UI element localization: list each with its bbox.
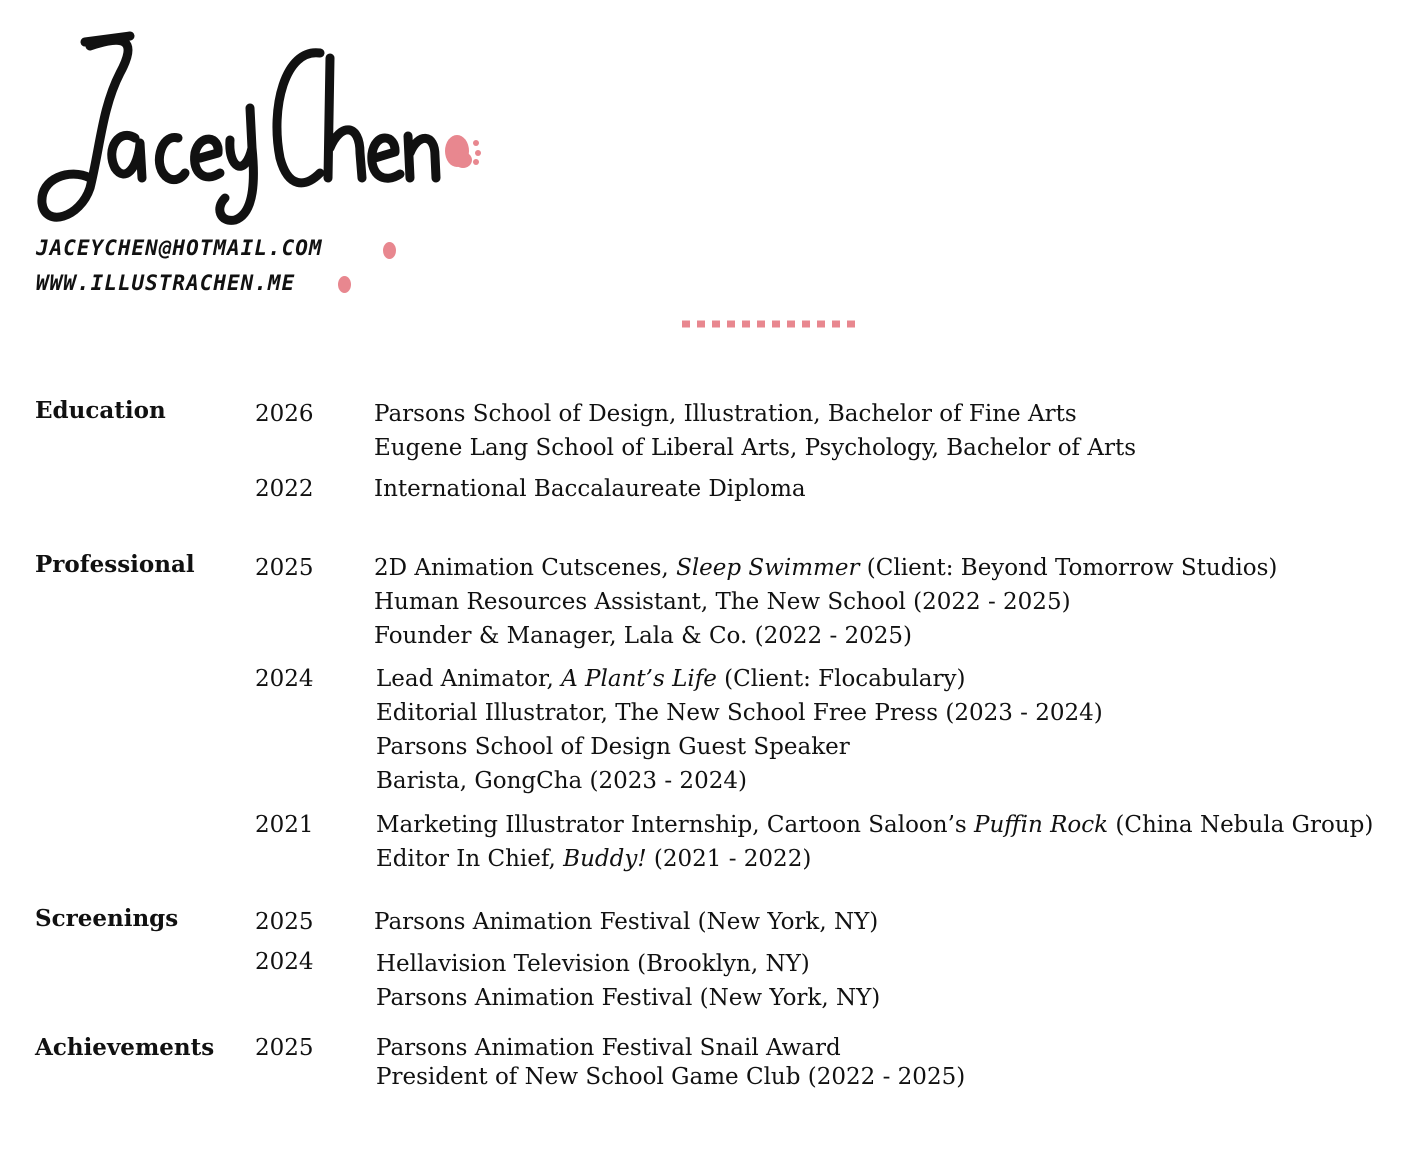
list-item: 2D Animation Cutscenes, Sleep Swimmer (Client: Beyond Tomorrow Studios) (374, 555, 1278, 581)
logo-letter-a (112, 135, 142, 178)
list-item: Barista, GongCha (2023 - 2024) (376, 768, 747, 794)
section-heading-achievements: Achievements (35, 1034, 215, 1061)
logo-letter-c-capital (277, 53, 320, 183)
year-label: 2025 (255, 1035, 314, 1061)
logo-letter-h (328, 58, 362, 178)
logo-letter-e2 (372, 138, 400, 178)
list-item: Parsons School of Design, Illustration, Bachelor of Fine Arts (374, 401, 1077, 427)
section-heading-education: Education (35, 397, 166, 424)
list-item: Editorial Illustrator, The New School Free Press (2023 - 2024) (376, 700, 1103, 726)
contact-website[interactable]: WWW.ILLUSTRACHEN.ME (36, 271, 296, 295)
list-item: Human Resources Assistant, The New School (2022 - 2025) (374, 589, 1071, 615)
year-label: 2022 (255, 476, 314, 502)
name-logo (30, 28, 490, 233)
list-item: Founder & Manager, Lala & Co. (2022 - 2025) (374, 623, 913, 649)
logo-letter-c (159, 138, 185, 180)
logo-letter-e (195, 139, 220, 177)
section-heading-professional: Professional (35, 551, 195, 578)
logo-letter-n (408, 136, 436, 178)
logo-name-text: Jacey Chen (30, 28, 36, 29)
list-item: Marketing Illustrator Internship, Cartoon Saloon’s Puffin Rock (China Nebula Group) (376, 812, 1374, 838)
year-label: 2025 (255, 909, 314, 935)
year-label: 2024 (255, 666, 314, 692)
list-item: International Baccalaureate Diploma (374, 476, 806, 502)
flower-icon (445, 135, 481, 168)
contact-email[interactable]: JACEYCHEN@HOTMAIL.COM (36, 236, 323, 260)
year-label: 2024 (255, 949, 314, 975)
year-label: 2026 (255, 401, 314, 427)
list-item: Eugene Lang School of Liberal Arts, Psychology, Bachelor of Arts (374, 435, 1137, 461)
logo-letter-j (42, 40, 128, 217)
list-item: President of New School Game Club (2022 - 2025) (376, 1064, 966, 1090)
list-item: Hellavision Television (Brooklyn, NY) (376, 951, 810, 977)
year-label: 2021 (255, 812, 314, 838)
list-item: Parsons Animation Festival (New York, NY) (376, 985, 881, 1011)
list-item: Lead Animator, A Plant’s Life (Client: Flocabulary) (376, 666, 966, 692)
year-label: 2025 (255, 555, 314, 581)
list-item: Parsons Animation Festival Snail Award (376, 1035, 841, 1061)
list-item: Editor In Chief, Buddy! (2021 - 2022) (376, 846, 812, 872)
list-item: Parsons Animation Festival (New York, NY) (374, 909, 879, 935)
dotted-divider (682, 320, 862, 328)
accent-dot (383, 242, 396, 259)
accent-dot (338, 276, 351, 293)
section-heading-screenings: Screenings (35, 905, 179, 932)
logo-letter-y (220, 108, 254, 220)
list-item: Parsons School of Design Guest Speaker (376, 734, 850, 760)
